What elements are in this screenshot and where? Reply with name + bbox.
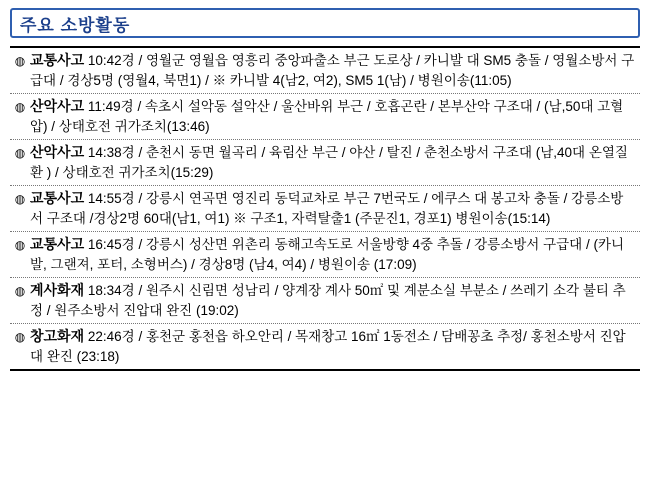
bullet-circle-icon: ◍: [14, 100, 26, 114]
incident-kind: 교통사고: [30, 52, 85, 68]
table-cell: [30, 97, 640, 136]
page-title: 주요 소방활동: [20, 15, 131, 35]
table-row: [10, 140, 640, 186]
incident-detail: 16:45경 / 강릉시 성산면 위촌리 동해고속도로 서울방향 4중 추돌 / 강릉소방서 구급대 / (카니발, 그랜져, 포터, 소형버스) / 경상8명 (남4, 여4) / 병원이송 (17:09): [30, 237, 625, 272]
incident-kind: 창고화재: [30, 328, 85, 344]
table-row: [10, 278, 640, 324]
incident-kind: 계사화재: [30, 282, 85, 298]
bullet-circle-icon: ◍: [14, 146, 26, 160]
incident-kind: 산악사고: [30, 144, 85, 160]
incident-kind: 산악사고: [30, 98, 85, 114]
incident-detail: 14:38경 / 춘천시 동면 월곡리 / 육림산 부근 / 야산 / 탈진 / 춘천소방서 구조대 (남,40대 온열질환 ) / 상태호전 귀가조치(15:29): [30, 145, 628, 180]
incident-detail: 11:49경 / 속초시 설악동 설악산 / 울산바위 부근 / 호흡곤란 / 본부산악 구조대 / (남,50대 고혈압) / 상태호전 귀가조치(13:46): [30, 99, 624, 134]
table-cell: [30, 281, 640, 320]
table-row: [10, 94, 640, 140]
incident-detail: 22:46경 / 홍천군 홍천읍 하오안리 / 목재창고 16㎡ 1동전소 / 담배꽁초 추정/ 홍천소방서 진압대 완진 (23:18): [30, 329, 626, 364]
bullet-circle-icon: ◍: [14, 238, 26, 252]
table-row: [10, 48, 640, 94]
table-cell: [30, 51, 640, 90]
bullet-circle-icon: ◍: [14, 54, 26, 68]
table-cell: [30, 189, 640, 228]
incident-detail: 14:55경 / 강릉시 연곡면 영진리 동덕교차로 부근 7번국도 / 에쿠스 대 봉고차 충돌 / 강릉소방서 구조대 /경상2명 60대(남1, 여1) ※ 구조1, 자력탈출1 (주문진1, 경포1) 병원이송(15:14): [30, 191, 624, 226]
table-cell: [30, 143, 640, 182]
incident-detail: 18:34경 / 원주시 신림면 성남리 / 양계장 계사 50㎡ 및 계분소실 부분소 / 쓰레기 소각 불티 추정 / 원주소방서 진압대 완진 (19:02): [30, 283, 626, 318]
table-cell: [30, 327, 640, 366]
table-row: [10, 186, 640, 232]
incident-detail: 10:42경 / 영월군 영월읍 영흥리 중앙파출소 부근 도로상 / 카니발 대 SM5 충돌 / 영월소방서 구급대 / 경상5명 (영월4, 북면1) / ※ 카니발 4(남2, 여2), SM5 1(남) / 병원이송(11:05): [30, 53, 635, 88]
table-row: [10, 232, 640, 278]
incident-kind: 교통사고: [30, 190, 85, 206]
table-cell: [30, 235, 640, 274]
bullet-circle-icon: ◍: [14, 192, 26, 206]
table-row: [10, 324, 640, 369]
incident-kind: 교통사고: [30, 236, 85, 252]
bullet-circle-icon: ◍: [14, 330, 26, 344]
bullet-circle-icon: ◍: [14, 284, 26, 298]
page-title-bar: [10, 8, 640, 38]
activity-table: [10, 46, 640, 371]
